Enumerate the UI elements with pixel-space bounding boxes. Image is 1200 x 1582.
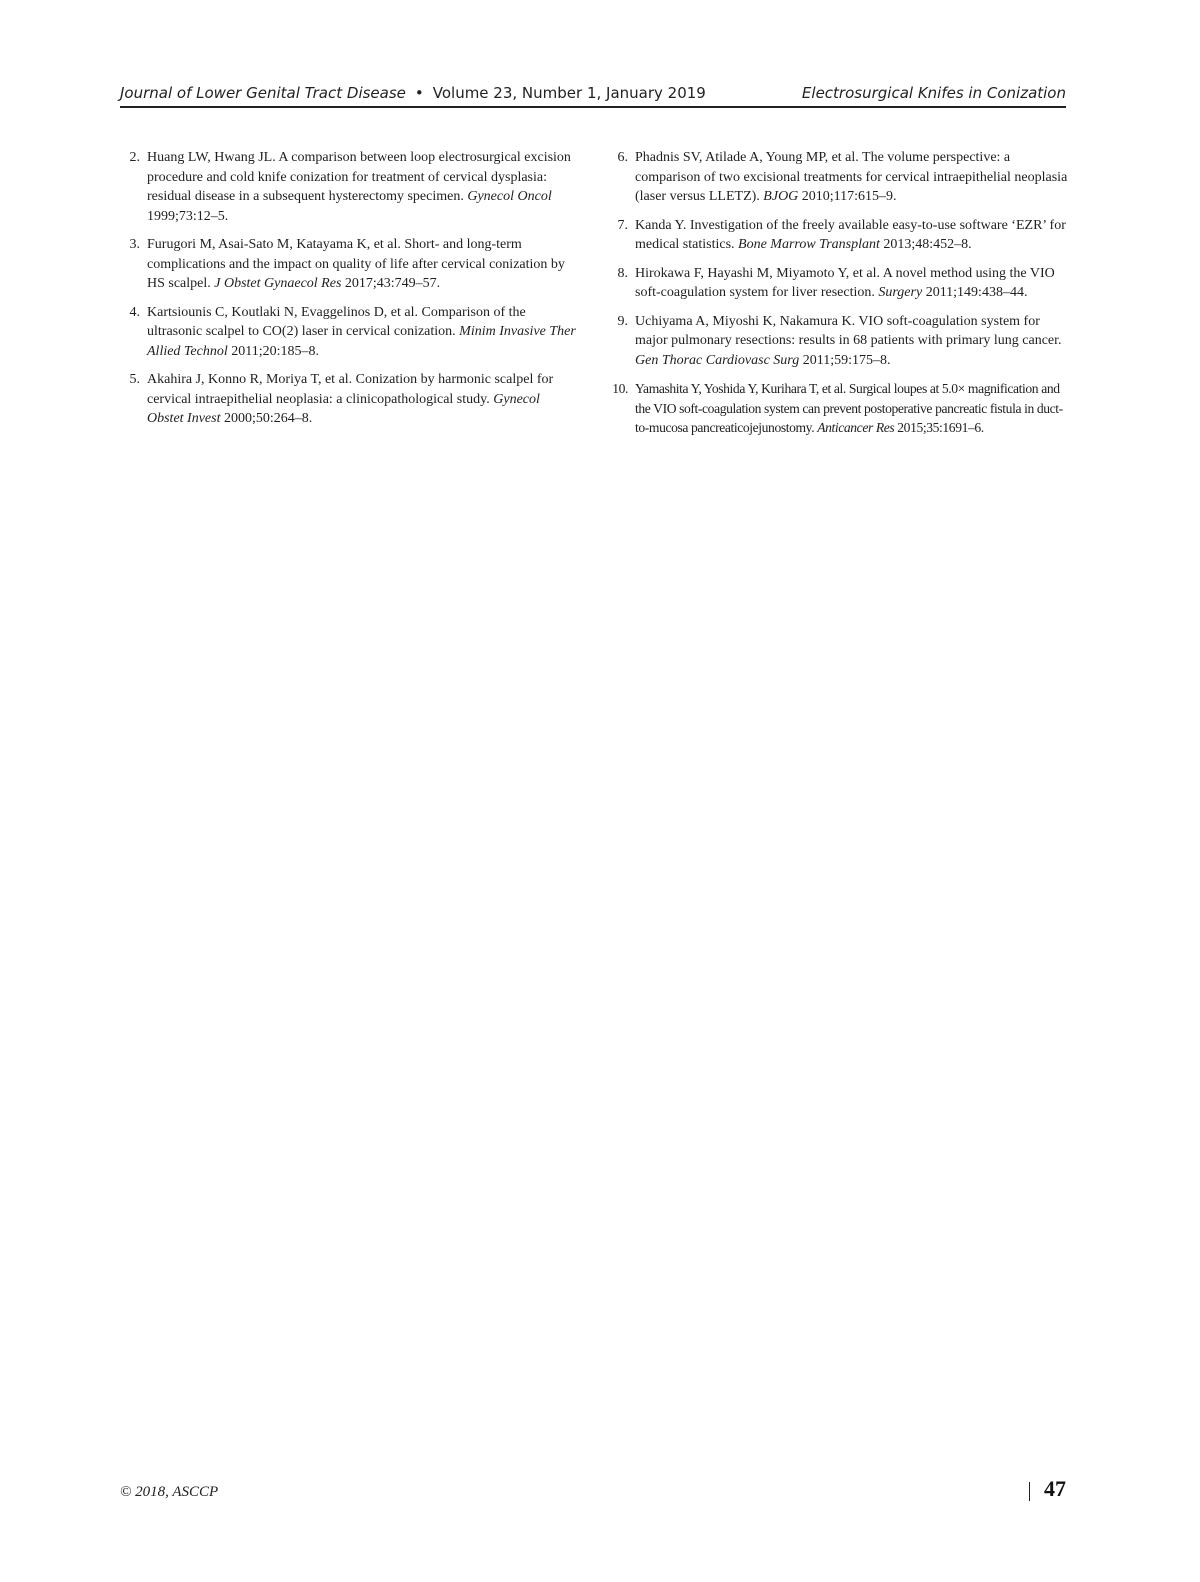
reference-journal: BJOG — [763, 189, 799, 204]
reference-body: Akahira J, Konno R, Moriya T, et al. Conization by harmonic scalpel for cervical intraepithelial neoplasia: a clinicopathological study. — [147, 372, 554, 407]
reference-text — [147, 372, 553, 426]
header-divider — [120, 106, 1066, 108]
reference-text — [635, 218, 1066, 253]
reference-number: 3. — [129, 237, 140, 252]
journal-citation — [120, 84, 706, 102]
reference-body: Yamashita Y, Yoshida Y, Kurihara T, et al. Surgical loupes at 5.0× magnification and the VIO soft-coagulation system can prevent postoperative pancreatic fistula in duct-to-mucosa pancreaticojejunostomy. — [635, 381, 1063, 435]
reference-journal: Anticancer Res — [817, 420, 895, 435]
reference-body: Uchiyama A, Miyoshi K, Nakamura K. VIO soft-coagulation system for major pulmonary resections: results in 68 patients with primary lung cancer. — [635, 313, 1062, 348]
reference-details: 2013;48:452–8. — [879, 237, 972, 252]
reference-text — [635, 314, 1062, 368]
reference-body: Furugori M, Asai-Sato M, Katayama K, et al. Short- and long-term complications and the impact on quality of life after cervical conization by HS scalpel. — [147, 237, 565, 291]
reference-journal: Gynecol Obstet Invest — [147, 391, 540, 426]
reference-journal: Bone Marrow Transplant — [738, 237, 880, 252]
reference-body: Hirokawa F, Hayashi M, Miyamoto Y, et al. A novel method using the VIO soft-coagulation system for liver resection. — [635, 265, 1055, 300]
reference-number: 9. — [617, 313, 628, 329]
reference-number: 5. — [129, 372, 140, 387]
reference-item — [120, 370, 578, 429]
copyright-notice: © 2018, ASCCP — [120, 1484, 219, 1500]
reference-number: 4. — [129, 304, 140, 320]
reference-text — [635, 381, 1063, 435]
running-title: Electrosurgical Knifes in Conization — [801, 84, 1066, 102]
references-column-left — [120, 148, 578, 438]
journal-title: Journal of Lower Genital Tract Disease — [120, 84, 406, 102]
reference-details: 2010;117:615–9. — [798, 189, 897, 204]
reference-item — [120, 235, 578, 294]
reference-details: 1999;73:12–5. — [147, 208, 229, 224]
reference-text — [147, 237, 565, 291]
reference-details: 2000;50:264–8. — [220, 411, 313, 426]
reference-item — [608, 264, 1068, 303]
reference-details: 2015;35:1691–6. — [894, 420, 984, 435]
page-number: 47 — [1044, 1476, 1066, 1501]
reference-item — [608, 148, 1068, 207]
running-header — [120, 84, 1066, 106]
reference-text — [635, 150, 1067, 204]
reference-text — [635, 266, 1055, 301]
reference-journal: Minim Invasive Ther Allied Technol — [147, 324, 576, 359]
reference-text — [147, 150, 571, 224]
reference-item — [120, 148, 578, 226]
reference-journal: Surgery — [878, 285, 923, 300]
reference-journal: J Obstet Gynaecol Res — [214, 276, 342, 291]
reference-number: 8. — [617, 265, 628, 281]
reference-item — [608, 312, 1068, 371]
reference-details: 2011;20:185–8. — [227, 343, 320, 359]
reference-body: Huang LW, Hwang JL. A comparison between loop electrosurgical excision procedure and cold knife conization for treatment of cervical dysplasia: residual disease in a subsequent hysterectomy specimen. — [147, 150, 571, 204]
reference-number: 7. — [617, 217, 628, 233]
reference-item — [120, 303, 578, 362]
reference-details: 2011;59:175–8. — [799, 352, 891, 368]
reference-journal: Gen Thorac Cardiovasc Surg — [635, 352, 800, 368]
reference-item — [608, 216, 1068, 255]
volume-issue: Volume 23, Number 1, January 2019 — [432, 84, 706, 102]
reference-details: 2011;149:438–44. — [922, 285, 1028, 300]
references-column-right — [608, 148, 1068, 447]
reference-item — [608, 379, 1068, 438]
reference-body: Phadnis SV, Atilade A, Young MP, et al. The volume perspective: a comparison of two excisional treatments for cervical intraepithelial neoplasia (laser versus LLETZ). — [635, 150, 1068, 204]
reference-number: 10. — [612, 381, 628, 396]
header-bullet: • — [414, 84, 424, 102]
page-number-divider — [1029, 1482, 1030, 1501]
reference-body: Kartsiounis C, Koutlaki N, Evaggelinos D, et al. Comparison of the ultrasonic scalpel to CO(2) laser in cervical conization. — [147, 304, 526, 339]
reference-number: 2. — [129, 150, 140, 165]
reference-number: 6. — [617, 150, 628, 165]
reference-body: Kanda Y. Investigation of the freely available easy-to-use software ‘EZR’ for medical statistics. — [635, 217, 1066, 252]
reference-text — [147, 305, 576, 359]
reference-journal: Gynecol Oncol — [467, 189, 552, 204]
reference-details: 2017;43:749–57. — [341, 276, 441, 291]
